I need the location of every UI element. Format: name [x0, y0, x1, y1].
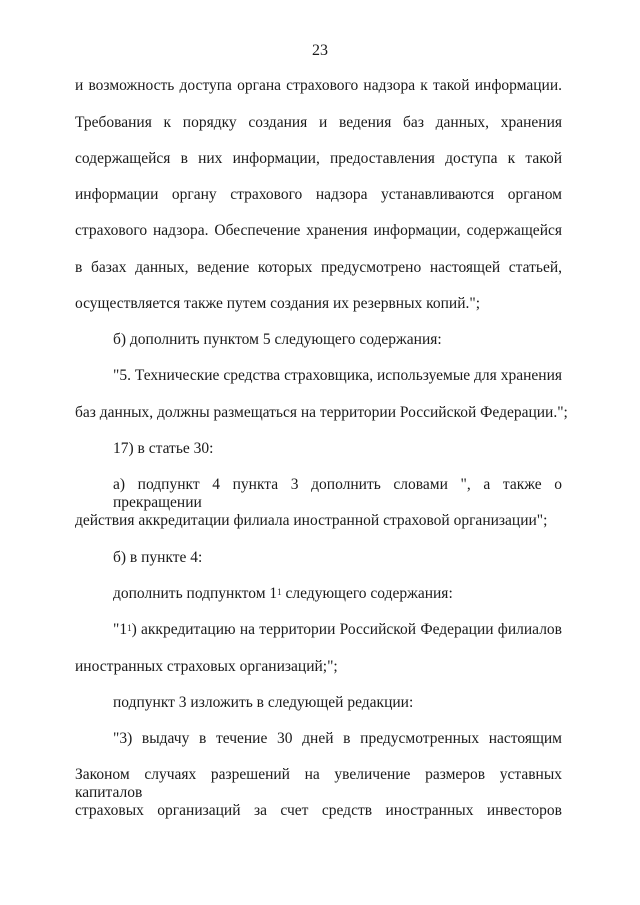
text-line: "5. Технические средства страховщика, используемые для хранения: [113, 367, 562, 384]
text-line: содержащейся в них информации, предоставления доступа к такой: [75, 150, 562, 167]
text-line: информации органу страхового надзора устанавливаются органом: [75, 186, 562, 203]
text-fragment: "1: [113, 621, 128, 638]
text-line: баз данных, должны размещаться на территории Российской Федерации.";: [75, 404, 568, 421]
text-line: действия аккредитации филиала иностранной страховой организации";: [75, 512, 548, 529]
text-line: и возможность доступа органа страхового надзора к такой информации.: [75, 77, 562, 94]
text-line: б) в пункте 4:: [113, 549, 203, 566]
page-number: 23: [312, 42, 328, 59]
text-line: подпункт 3 изложить в следующей редакции:: [113, 694, 414, 711]
text-line: иностранных страховых организаций;";: [75, 658, 338, 675]
text-line: б) дополнить пунктом 5 следующего содержания:: [113, 331, 442, 348]
text-line: Требования к порядку создания и ведения баз данных, хранения: [75, 114, 562, 131]
superscript: 1: [277, 587, 282, 597]
text-fragment: ) аккредитацию на территории Российской Федерации филиалов: [131, 621, 562, 638]
text-line-superscript: [113, 621, 562, 639]
text-fragment: дополнить подпунктом 1: [113, 585, 278, 602]
text-line: 17) в статье 30:: [113, 440, 214, 457]
superscript: 1: [127, 623, 132, 633]
text-line: Законом случаях разрешений на увеличение размеров уставных капиталов: [75, 766, 562, 801]
text-line: осуществляется также путем создания их резервных копий.";: [75, 295, 480, 312]
text-line-superscript: [113, 585, 562, 603]
text-fragment: следующего содержания:: [281, 585, 453, 602]
text-line: страхового надзора. Обеспечение хранения информации, содержащейся: [75, 222, 562, 239]
text-line: а) подпункт 4 пункта 3 дополнить словами ", а также о прекращении: [113, 476, 562, 511]
text-line: страховых организаций за счет средств иностранных инвесторов: [75, 802, 562, 819]
text-line: "3) выдачу в течение 30 дней в предусмотренных настоящим: [113, 730, 562, 747]
text-line: в базах данных, ведение которых предусмотрено настоящей статьей,: [75, 259, 562, 276]
